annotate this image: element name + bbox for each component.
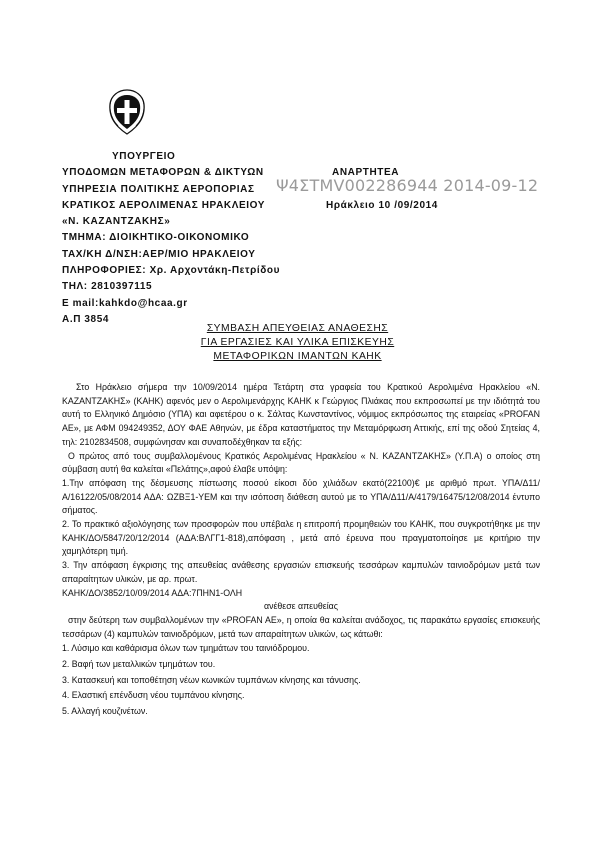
ada-watermark: Ψ4ΣΤΜV002286944 2014-09-12 [276, 176, 539, 195]
second-party-paragraph: στην δεύτερη των συμβαλλομένων την «PROFAN AE», η οποία θα καλείται ανάδοχος, τις παρακάτω εργασίες επισκευής τεσσάρων (4) καμπυλών ταινιοδρόμων, μετά των απαραίτητων υλικών, ως κάτωθι: [62, 614, 540, 639]
contract-body [62, 381, 540, 719]
service-line: ΥΠΗΡΕΣΙΑ ΠΟΛΙΤΙΚΗΣ ΑΕΡΟΠΟΡΙΑΣ [62, 183, 255, 195]
posted-label: ΑΝΑΡΤΗΤΕΑ [332, 167, 400, 179]
title-line-1: ΣΥΜΒΑΣΗ ΑΠΕΥΘΕΙΑΣ ΑΝΑΘΕΣΗΣ [206, 323, 389, 334]
work-item-2: 2. Βαφή των μεταλλικών τμημάτων του. [62, 658, 216, 669]
airport-name: «Ν. ΚΑΖΑΝΤΖΑΚΗΣ» [62, 216, 171, 228]
ministry-line-2: ΥΠΟΔΟΜΩΝ ΜΕΤΑΦΟΡΩΝ & ΔΙΚΤΥΩΝ [62, 167, 264, 179]
work-item-1: 1. Λύσιμο και καθάρισμα όλων των τμημάτων του ταινιόδρομου. [62, 643, 310, 654]
address-line: ΤΑΧ/ΚΗ Δ/ΝΣΗ:ΑΕΡ/ΜΙΟ ΗΡΑΚΛΕΙΟΥ [62, 248, 256, 260]
greek-coat-of-arms-emblem [104, 88, 150, 136]
ministry-line-1: ΥΠΟΥΡΓΕΙΟ [112, 151, 176, 162]
airport-line: ΚΡΑΤΙΚΟΣ ΑΕΡΟΛΙΜΕΝΑΣ ΗΡΑΚΛΕΙΟΥ [62, 199, 265, 211]
intro-paragraph: Στο Ηράκλειο σήμερα την 10/09/2014 ημέρα Τετάρτη στα γραφεία του Κρατικού Αερολιμένα Ηρακλείου «Ν. ΚΑΖΑΝΤΖΑΚΗΣ» (ΚΑΗΚ) αφενός μεν ο Αερολιμενάρχης ΚΑΗΚ κ Γεώργιος Πλιάκας που εκπροσωπεί με την ιδιότητά του αυτή το Ελληνικό Δημόσιο (ΥΠΑ) και αφετέρου ο κ. Σάλτας Κωνσταντίνος, νόμιμος εκπρόσωπος της εταιρείας «PROFAN AE», με ΑΦΜ 094249352, ΔΟΥ ΦΑΕ Αθηνών, με έδρα καταστήματος την Μεταμόρφωση Αττικής, επί της οδού Σητείας 4, τηλ: 2102834508, συμφώνησαν και συναποδέχθηκαν τα εξής: [62, 382, 540, 447]
consideration-item-1: 1.Την απόφαση της δέσμευσης πίστωσης ποσού είκοσι δύο χιλιάδων εκατό(22100)€ με αριθμό πρωτ. ΥΠΑ/Δ11/Α/16122/05/08/2014 ΑΔΑ: ΩΖΒΞ1-ΥΕΜ και την ισόποση διάθεση αυτού με το ΥΠΑ/Δ11/Α/4179/16475/12/08/2014 έντυπο σήματος. [62, 477, 540, 516]
title-line-2: ΓΙΑ ΕΡΓΑΣΙΕΣ ΚΑΙ ΥΛΙΚΑ ΕΠΙΣΚΕΥΗΣ [200, 337, 395, 348]
protocol-line: Α.Π 3854 [62, 313, 110, 325]
title-line-3: ΜΕΤΑΦΟΡΙΚΩΝ ΙΜΑΝΤΩΝ ΚΑΗΚ [213, 351, 382, 362]
info-line: ΠΛΗΡΟΦΟΡΙΕΣ: Χρ. Αρχοντάκη-Πετρίδου [62, 265, 281, 277]
work-item-3: 3. Κατασκευή και τοποθέτηση νέων κωνικών τυμπάνων κίνησης και τάνυσης. [62, 674, 361, 685]
work-item-4: 4. Ελαστική επένδυση νέου τυμπάνου κίνησης. [62, 690, 245, 701]
consideration-item-2: 2. Το πρακτικό αξιολόγησης των προσφορών που υπέβαλε η επιτροπή προμηθειών του ΚΑΗΚ, που συγκροτήθηκε με την ΚΑΗΚ/ΔΟ/5847/20/12/2014 (ΑΔΑ:ΒΛΓΓ1-818),απόφαση , μετά από έρευνα που πραγματοποίησε με κριτήριο την χαμηλότερη τιμή. [62, 519, 540, 557]
email-line: E mail:kahkdo@hcaa.gr [62, 297, 188, 309]
consideration-item-3: 3. Την απόφαση έγκρισης της απευθείας ανάθεσης εργασιών επισκευής τεσσάρων καμπυλών ταινιοδρόμων μετά των απαραίτητων υλικών, με αρ. πρωτ. [62, 560, 540, 584]
department-line: ΤΜΗΜΑ: ΔΙΟΙΚΗΤΙΚΟ-ΟΙΚΟΝΟΜΙΚΟ [62, 232, 250, 244]
date-place: Ηράκλειο 10 /09/2014 [326, 199, 438, 211]
first-party-paragraph: Ο πρώτος από τους συμβαλλομένους Κρατικός Αερολιμένας Ηρακλείου « Ν. ΚΑΖΑΝΤΖΑΚΗΣ» (Υ.Π.Α) ο οποίος στη σύμβαση αυτή θα καλείται «Πελάτης»,αφού έλαβε υπόψη: [62, 450, 540, 475]
phone-line: ΤΗΛ: 2810397115 [62, 281, 153, 293]
assigns-line: ανέθεσε απευθείας [264, 601, 338, 612]
consideration-item-3-ref: ΚΑΗΚ/ΔΟ/3852/10/09/2014 ΑΔΑ:7ΠΗΝ1-ΟΛΗ [62, 587, 243, 598]
work-item-5: 5. Αλλαγή κουζινέτων. [62, 705, 148, 716]
